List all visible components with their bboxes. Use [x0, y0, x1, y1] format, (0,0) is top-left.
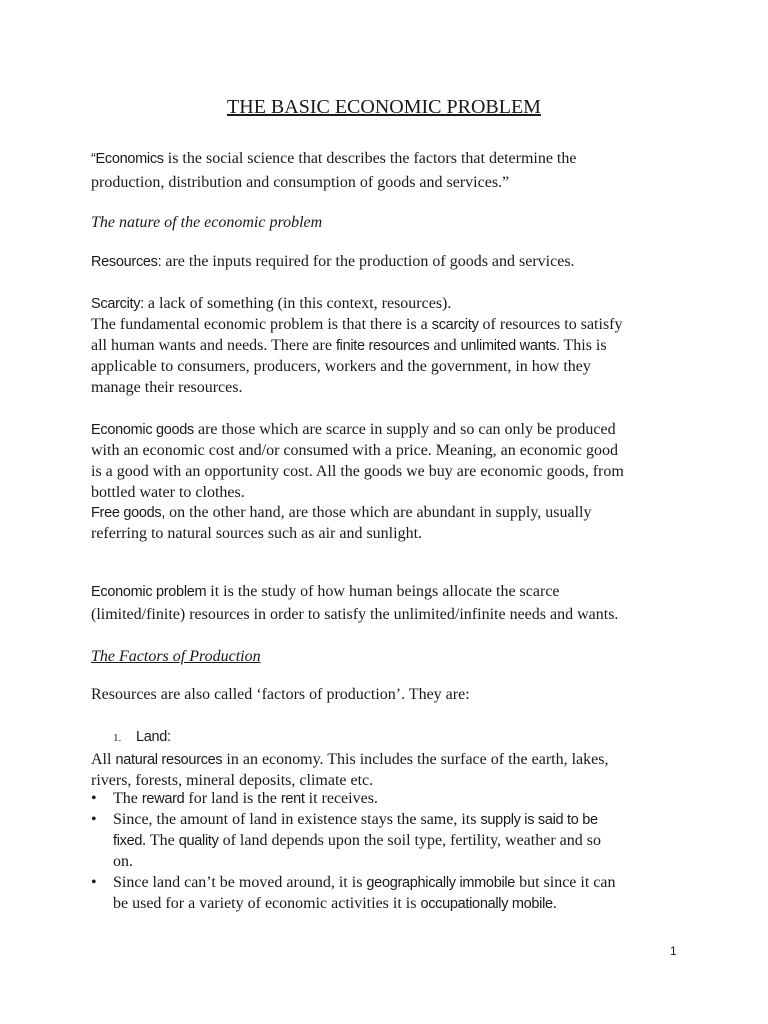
scarcity-definition — [91, 293, 451, 315]
scarcity-line4: applicable to consumers, producers, workers and the government, in how they — [91, 358, 591, 375]
bullet: • — [91, 874, 97, 891]
free-goods-line2: referring to natural sources such as air and sunlight. — [91, 525, 423, 542]
economic-problem-line2: (limited/finite) resources in order to satisfy the unlimited/infinite needs and wants. — [91, 606, 619, 623]
term-economic-problem: Economic problem — [91, 584, 207, 600]
text: it receives. — [304, 790, 378, 807]
land-bullet-supply-line1 — [113, 811, 598, 829]
term-reward: reward — [141, 791, 185, 807]
text: in an economy. This includes the surface of the earth, lakes, — [222, 751, 609, 768]
economic-goods-line4: bottled water to clothes. — [91, 484, 245, 501]
section-heading-nature: The nature of the economic problem — [91, 214, 323, 231]
text: it is the study of how human beings allocate the scarce — [206, 583, 560, 600]
text: but since it can — [515, 874, 616, 891]
term-supply-fixed: supply is said to be — [480, 812, 598, 828]
term-quality: quality — [178, 833, 219, 849]
text: The — [113, 790, 142, 807]
scarcity-line3 — [91, 335, 607, 357]
text: all human wants and needs. There are — [91, 337, 336, 354]
text: . — [552, 895, 557, 912]
text: of land depends upon the soil type, fertility, weather and so — [218, 832, 601, 849]
term-free-goods: Free goods, — [91, 505, 166, 521]
term-scarcity: Scarcity: — [91, 296, 144, 312]
economic-goods-line2: with an economic cost and/or consumed with a price. Meaning, an economic good — [91, 442, 618, 459]
page-number: 1 — [670, 944, 677, 958]
scarcity-text: a lack of something (in this context, resources). — [143, 295, 452, 312]
scarcity-line5: manage their resources. — [91, 379, 243, 396]
land-line1 — [91, 749, 608, 771]
economic-problem-line1 — [91, 581, 560, 603]
quote-open: “ — [91, 151, 96, 167]
scarcity-line2 — [91, 314, 623, 336]
term-geographically-immobile: geographically immobile — [366, 875, 516, 891]
bullet: • — [91, 811, 97, 828]
text: and — [429, 337, 461, 354]
term-finite-resources: finite resources — [335, 338, 430, 354]
term-natural-resources: natural resources — [115, 752, 223, 768]
text: be used for a variety of economic activities it is — [113, 895, 421, 912]
definition-text: is the social science that describes the factors that determine the — [163, 150, 577, 167]
list-number: 1. — [113, 732, 122, 744]
term-fixed: fixed — [113, 833, 143, 849]
economic-goods-line3: is a good with an opportunity cost. All the goods we buy are economic goods, from — [91, 463, 624, 480]
economic-goods-line1 — [91, 419, 616, 441]
term-economic-goods: Economic goods — [91, 422, 194, 438]
term-occupationally-mobile: occupationally mobile — [420, 896, 553, 912]
term-resources: Resources: — [91, 254, 162, 270]
economics-definition-line1 — [91, 148, 576, 170]
economics-definition-line2: production, distribution and consumption of goods and services.” — [91, 174, 510, 191]
bullet: • — [91, 790, 97, 807]
term-economics: Economics — [95, 151, 164, 167]
page-title: THE BASIC ECONOMIC PROBLEM — [227, 96, 541, 118]
land-bullet-supply-line2 — [113, 832, 601, 850]
text: on the other hand, are those which are abundant in supply, usually — [165, 504, 592, 521]
land-bullet-supply-line3: on. — [113, 853, 133, 870]
resources-text: are the inputs required for the production of goods and services. — [161, 253, 575, 270]
land-bullet-mobility-line2 — [113, 895, 557, 913]
text: for land is the — [184, 790, 281, 807]
section-heading-factors: The Factors of Production — [91, 648, 261, 665]
text: The fundamental economic problem is that there is a — [91, 316, 432, 333]
text: Since, the amount of land in existence stays the same, its — [113, 811, 481, 828]
free-goods-line1 — [91, 502, 592, 524]
text: of resources to satisfy — [478, 316, 623, 333]
factors-intro: Resources are also called ‘factors of production’. They are: — [91, 686, 470, 703]
term-rent: rent — [280, 791, 305, 807]
land-line2: rivers, forests, mineral deposits, climate etc. — [91, 772, 374, 789]
land-bullet-reward — [113, 790, 378, 808]
text: All — [91, 751, 116, 768]
text: . The — [142, 832, 179, 849]
text: This is — [559, 337, 607, 354]
term-scarcity-inline: scarcity — [431, 317, 479, 333]
term-unlimited-wants: unlimited wants. — [460, 338, 560, 354]
text: Since land can’t be moved around, it is — [113, 874, 367, 891]
land-heading: Land: — [136, 729, 171, 745]
land-bullet-mobility-line1 — [113, 874, 616, 892]
resources-definition — [91, 251, 575, 273]
text: are those which are scarce in supply and so can only be produced — [194, 421, 616, 438]
